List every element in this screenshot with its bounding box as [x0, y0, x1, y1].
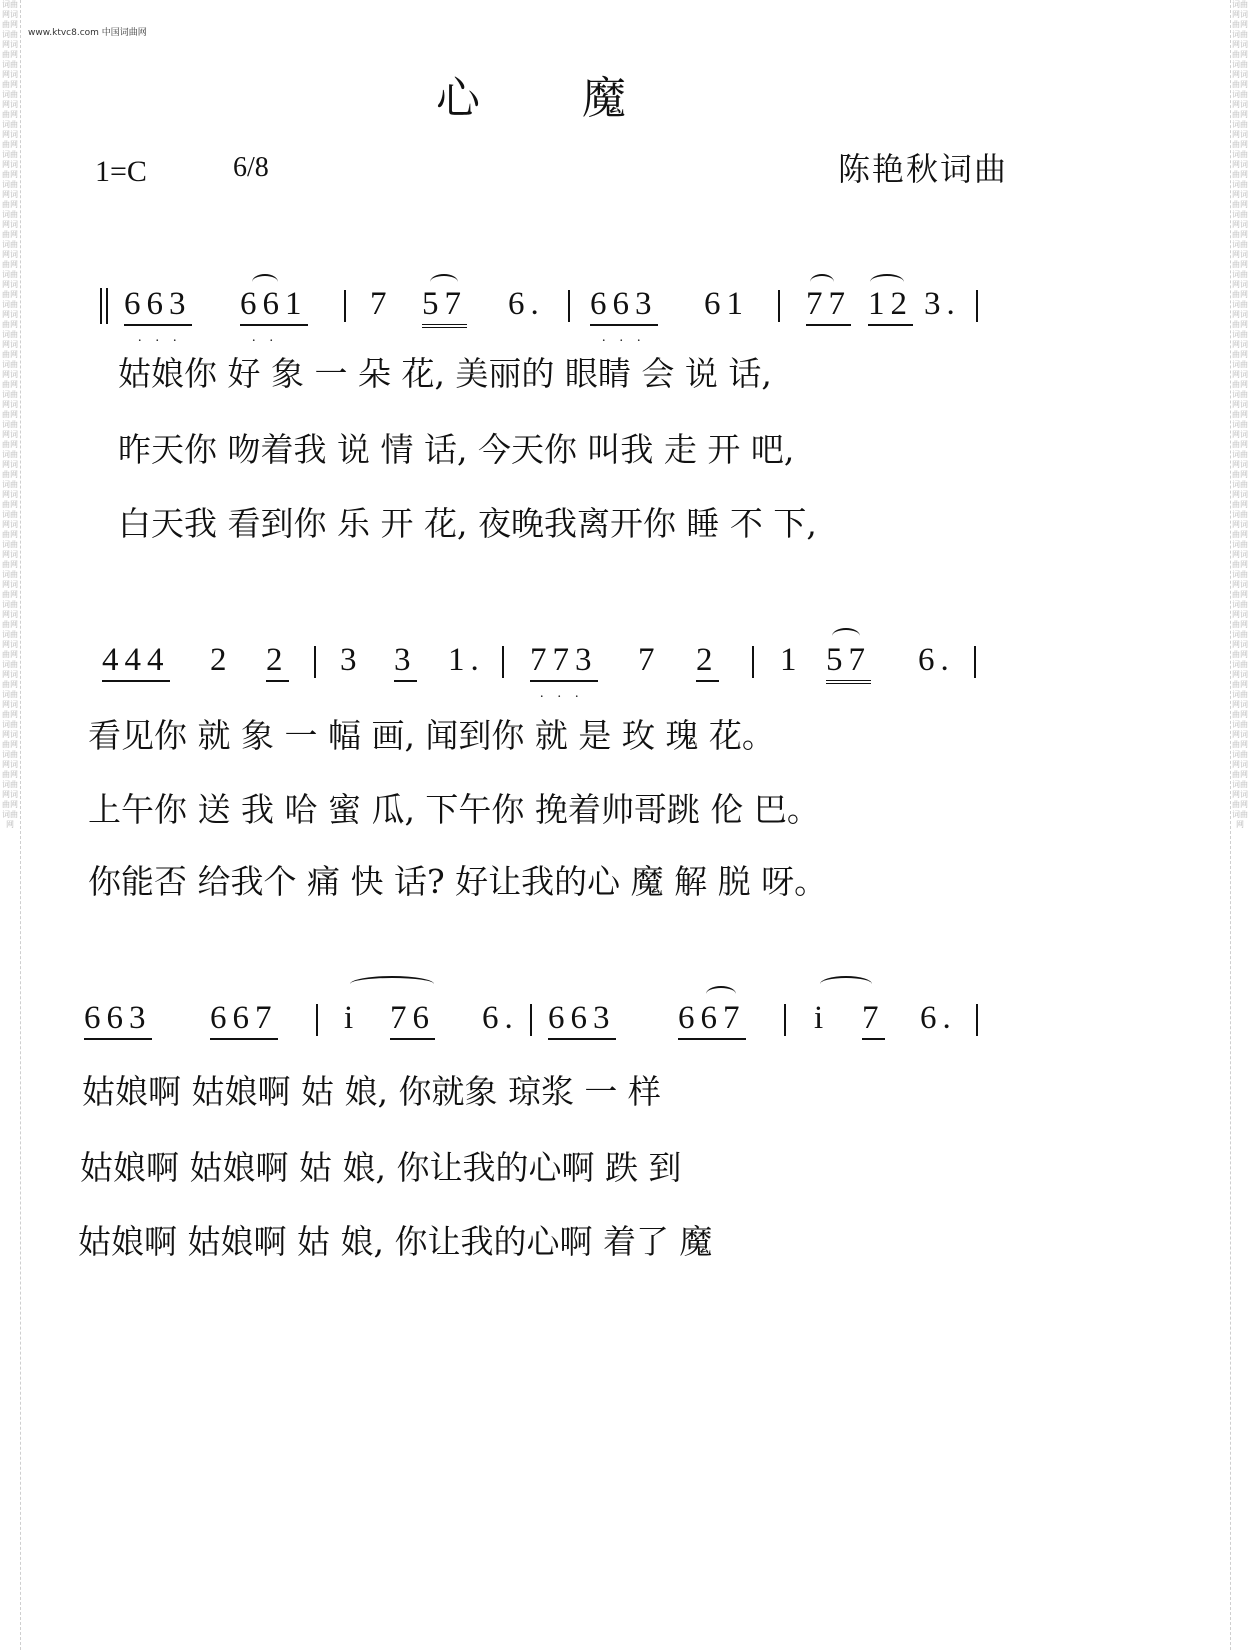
- note-group: 663: [590, 284, 658, 326]
- note-group: 77: [806, 284, 851, 326]
- lyric-verse-3-line-1: 白天我 看到你 乐 开 花, 夜晚我离开你 睡 不 下,: [118, 504, 817, 543]
- composer-credit: 陈艳秋词曲: [838, 150, 1009, 188]
- lyric-chorus-line-3: 姑娘啊 姑娘啊 姑 娘, 你让我的心啊 着了 魔: [78, 1222, 713, 1261]
- lyric-chorus-line-2: 姑娘啊 姑娘啊 姑 娘, 你让我的心啊 跌 到: [80, 1148, 682, 1187]
- note: 1: [780, 642, 803, 678]
- barline: [752, 646, 754, 678]
- note: 1.: [448, 642, 485, 678]
- repeat-start-sign: [100, 288, 112, 324]
- note-group: 61: [704, 286, 749, 322]
- note-group: 667: [210, 998, 278, 1040]
- barline: [976, 1004, 978, 1036]
- note: 7: [862, 998, 885, 1040]
- lyric-verse-1-line-1: 姑娘你 好 象 一 朵 花, 美丽的 眼睛 会 说 话,: [118, 354, 772, 393]
- note: 2: [210, 642, 233, 678]
- note: 7: [638, 642, 661, 678]
- note: 3: [394, 640, 417, 682]
- low-octave-dots: ...: [540, 686, 593, 701]
- note: 6.: [920, 1000, 957, 1036]
- lyric-verse-2-line-2: 上午你 送 我 哈 蜜 瓜, 下午你 挽着帅哥跳 伦 巴。: [88, 790, 820, 829]
- barline: [316, 1004, 318, 1036]
- note: 2: [266, 640, 289, 682]
- note: i: [344, 1000, 360, 1036]
- note-group: 663: [124, 284, 192, 326]
- low-octave-dots: ...: [602, 330, 655, 345]
- note: 6.: [508, 286, 545, 322]
- low-octave-dots: ...: [138, 330, 191, 345]
- lyric-chorus-line-1: 姑娘啊 姑娘啊 姑 娘, 你就象 琼浆 一 样: [82, 1072, 661, 1111]
- low-octave-dots: ..: [252, 330, 287, 345]
- lyric-verse-3-line-2: 你能否 给我个 痛 快 话? 好让我的心 魔 解 脱 呀。: [88, 862, 828, 901]
- barline: [530, 1004, 532, 1036]
- barline: [502, 646, 504, 678]
- note: 6.: [918, 642, 955, 678]
- right-watermark-gutter: [1230, 0, 1250, 1650]
- song-title-char-1: 心: [436, 73, 480, 124]
- lyric-verse-2-line-1: 昨天你 吻着我 说 情 话, 今天你 叫我 走 开 吧,: [118, 430, 795, 469]
- barline: [314, 646, 316, 678]
- right-watermark-text: 词曲网词曲网词曲网词曲网词曲网词曲网词曲网词曲网词曲网词曲网词曲网词曲网词曲网词曲网词曲网词曲网词曲网词曲网词曲网词曲网词曲网词曲网词曲网词曲网词曲网词曲网词曲网词曲网词曲网词曲网词曲网词曲网词曲网词曲网词曲网词曲网词曲网词曲网词曲网词曲网词曲网词曲网词曲网词曲网词曲网词曲网词曲网词曲网词曲网词曲网词曲网词曲网词曲网词曲网词曲网: [1232, 0, 1248, 829]
- note-group: 444: [102, 640, 170, 682]
- note: i: [814, 1000, 830, 1036]
- notation-row-1: [90, 284, 1050, 344]
- lyric-verse-1-line-2: 看见你 就 象 一 幅 画, 闻到你 就 是 玫 瑰 花。: [88, 716, 775, 755]
- note-group: 663: [548, 998, 616, 1040]
- note-group: 57: [826, 640, 871, 684]
- note-group: 667: [678, 998, 746, 1040]
- note: 7: [370, 286, 393, 322]
- left-watermark-text: 词曲网词曲网词曲网词曲网词曲网词曲网词曲网词曲网词曲网词曲网词曲网词曲网词曲网词曲网词曲网词曲网词曲网词曲网词曲网词曲网词曲网词曲网词曲网词曲网词曲网词曲网词曲网词曲网词曲网词曲网词曲网词曲网词曲网词曲网词曲网词曲网词曲网词曲网词曲网词曲网词曲网词曲网词曲网词曲网词曲网词曲网词曲网词曲网词曲网词曲网词曲网词曲网词曲网词曲网词曲网: [2, 0, 18, 829]
- note: 6.: [482, 1000, 519, 1036]
- slur: [350, 976, 434, 992]
- source-watermark: www.ktvc8.com 中国词曲网: [28, 28, 147, 38]
- note-group: 661: [240, 284, 308, 326]
- notation-row-3: [80, 998, 1050, 1058]
- note-group: 76: [390, 998, 435, 1040]
- barline: [568, 290, 570, 322]
- slur: [820, 976, 872, 992]
- barline: [778, 290, 780, 322]
- time-signature: 6/8: [233, 152, 269, 183]
- barline: [974, 646, 976, 678]
- note-group: 12: [868, 284, 913, 326]
- note: 3: [340, 642, 363, 678]
- left-watermark-gutter: [0, 0, 20, 1650]
- right-cut-line: [1230, 0, 1231, 1650]
- notation-row-2: [90, 640, 1050, 700]
- barline: [976, 290, 978, 322]
- key-signature: 1=C: [95, 155, 147, 188]
- left-cut-line: [20, 0, 21, 1650]
- note-group: 57: [422, 284, 467, 328]
- note-group: 663: [84, 998, 152, 1040]
- barline: [784, 1004, 786, 1036]
- song-title-char-2: 魔: [582, 73, 626, 124]
- note: 2: [696, 640, 719, 682]
- barline: [344, 290, 346, 322]
- note: 3.: [924, 286, 961, 322]
- note-group: 773: [530, 640, 598, 682]
